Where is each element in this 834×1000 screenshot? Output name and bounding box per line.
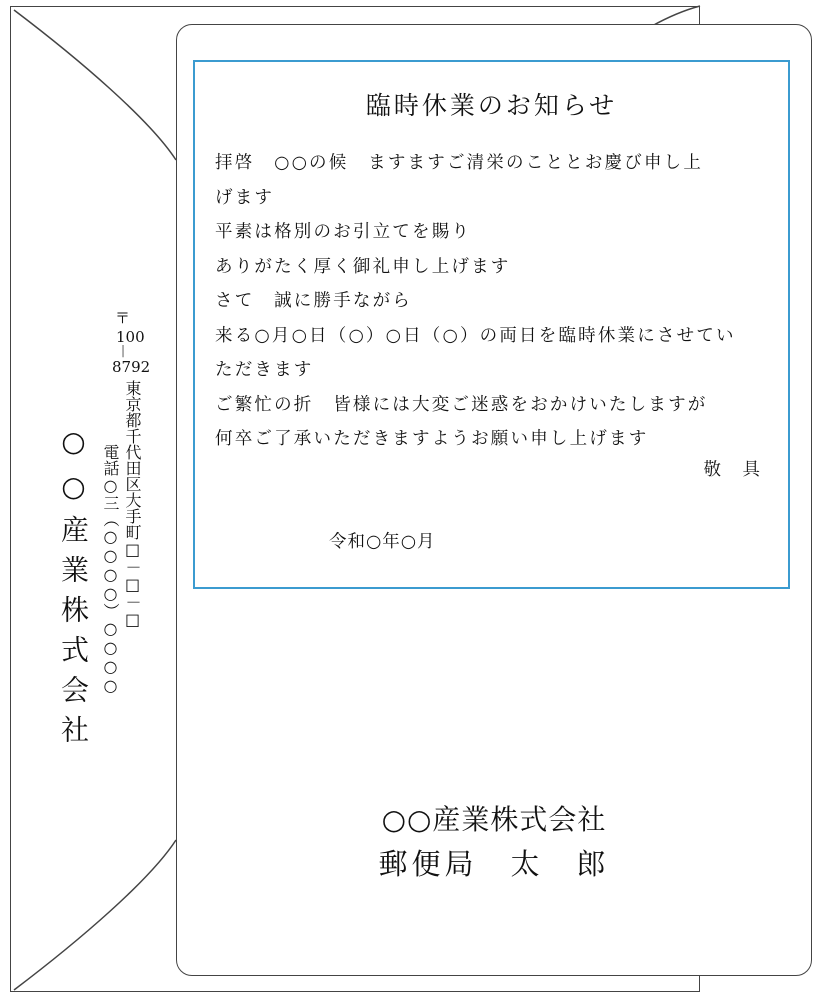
signature-name: 郵便局 太 郎 — [378, 847, 610, 881]
letter-closing: 敬 具 — [703, 460, 762, 480]
sender-postal-block — [112, 310, 132, 325]
letter-line: 何卒ご了承いただきますようお願い申し上げます — [215, 429, 649, 449]
letter-title: 臨時休業のお知らせ — [365, 91, 618, 120]
letter-line: 来る○月○日（○）○日（○）の両日を臨時休業にさせてい — [215, 325, 736, 346]
postal-code-2: 8792 — [112, 358, 151, 376]
postal-code-1: 100 — [116, 328, 145, 346]
letter-line: 拝啓 ○○の候 ますますご清栄のこととお慶び申し上 — [215, 153, 704, 173]
sender-company: ○○産業株式会社 — [57, 425, 90, 755]
sender-address: 東京都千代田区大手町□－□－□ — [123, 380, 142, 629]
sender-phone: 電話○三（○○○○）○○○○ — [101, 444, 120, 695]
letter-line: ただきます — [215, 360, 314, 380]
letter-line: 平素は格別のお引立てを賜り — [215, 222, 472, 242]
letter-line: さて 誠に勝手ながら — [215, 291, 412, 311]
signature-company: ○○産業株式会社 — [381, 803, 607, 836]
letter-line: げます — [215, 187, 275, 208]
letter-content-frame — [193, 60, 790, 589]
letter-body — [215, 146, 780, 457]
postal-mark: 〒 — [113, 310, 131, 325]
letter-line: ご繁忙の折 皆様には大変ご迷惑をおかけいたしますが — [215, 394, 708, 415]
postal-code-separator: | — [121, 343, 126, 357]
letter-line: ありがたく厚く御礼申し上げます — [215, 256, 511, 277]
letter-date: 令和○年○月 — [329, 532, 436, 552]
